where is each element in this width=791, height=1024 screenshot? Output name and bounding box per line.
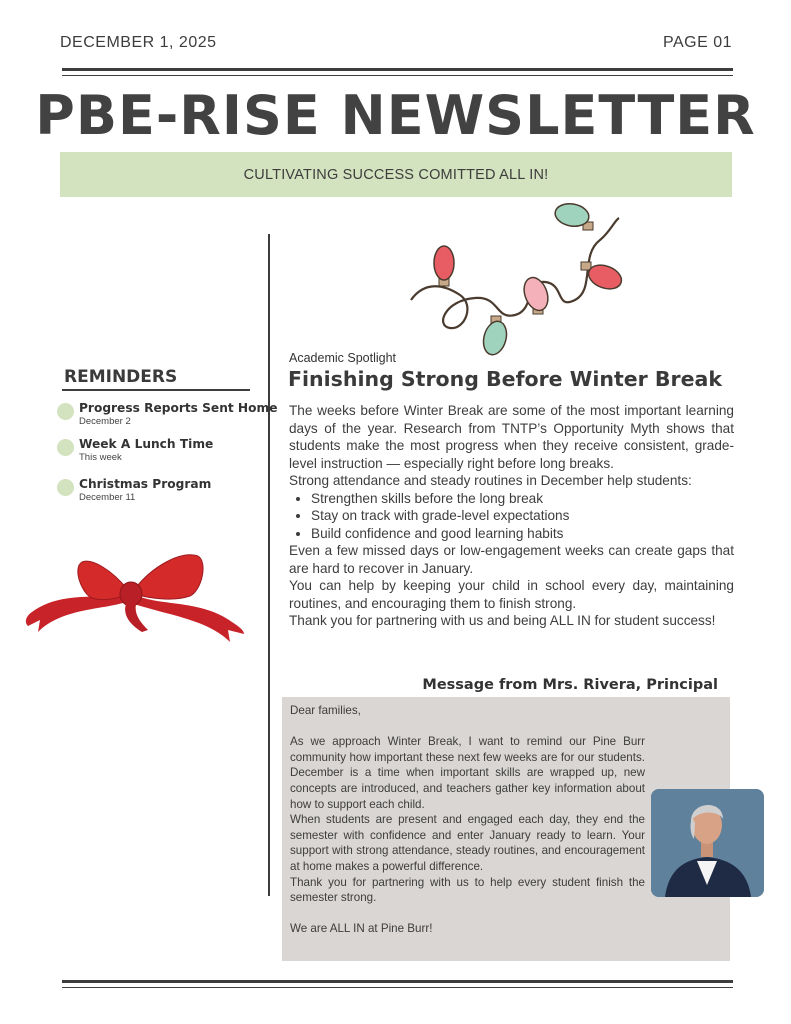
article-bullets <box>289 490 734 543</box>
message-paragraph: Thank you for partnering with us to help every student finish the semester strong. <box>290 875 645 905</box>
reminders-underline <box>62 389 250 391</box>
reminder-date: December 11 <box>79 492 136 503</box>
red-bow-icon <box>22 550 248 646</box>
article-headline: Finishing Strong Before Winter Break <box>288 367 723 391</box>
reminder-item <box>57 401 278 435</box>
tagline-text: CULTIVATING SUCCESS COMITTED ALL IN! <box>243 166 549 183</box>
message-body <box>290 703 645 937</box>
bulb-green-top <box>553 201 593 230</box>
top-rule-thin <box>62 75 733 76</box>
reminder-label: Christmas Program <box>79 477 212 491</box>
bulb-red-left <box>434 246 454 286</box>
bottom-rule <box>62 980 733 983</box>
principal-photo <box>651 789 764 897</box>
article-paragraph: You can help by keeping your child in school every day, maintaining routines, and encouraging them to finish strong. <box>289 578 734 611</box>
message-greeting: Dear families, <box>290 704 361 717</box>
article-intro: The weeks before Winter Break are some of the most important learning days of the year. Research from TNTP’s Opportunity Myth shows that students make the most progress when they receive consistent, grade-level instruction — especially right before long breaks. <box>289 403 734 471</box>
top-rule <box>62 68 733 71</box>
reminder-label: Week A Lunch Time <box>79 437 214 451</box>
reminder-date: This week <box>79 452 122 463</box>
list-item: • Strengthen skills before the long break <box>311 490 734 508</box>
tagline-banner <box>60 152 732 197</box>
message-paragraph: As we approach Winter Break, I want to remind our Pine Burr community how important these next few weeks are for our students. December is a time when important skills are wrapped up, new concepts are introduced, and teachers gather key information about how to support each child. <box>290 735 645 811</box>
article-body <box>289 402 734 630</box>
reminders-heading: REMINDERS <box>64 367 178 387</box>
reminder-date: December 2 <box>79 416 131 427</box>
christmas-lights-icon <box>405 200 635 360</box>
column-divider <box>268 234 270 896</box>
newsletter-title: PBE-RISE NEWSLETTER <box>35 84 756 147</box>
article-lead: Strong attendance and steady routines in December help students: <box>289 473 692 488</box>
reminder-label: Progress Reports Sent Home <box>79 401 278 415</box>
reminder-item <box>57 437 262 471</box>
bottom-rule-thin <box>62 987 733 988</box>
message-closing: We are ALL IN at Pine Burr! <box>290 922 433 936</box>
list-item: • Build confidence and good learning habits <box>311 525 734 543</box>
list-item: • Stay on track with grade-level expectations <box>311 507 734 525</box>
section-kicker: Academic Spotlight <box>289 351 397 365</box>
message-heading: Message from Mrs. Rivera, Principal <box>422 677 718 693</box>
article-paragraph: Thank you for partnering with us and being ALL IN for student success! <box>289 613 716 628</box>
issue-date: DECEMBER 1, 2025 <box>60 34 217 51</box>
bullet-dot <box>57 479 74 496</box>
reminder-item <box>57 477 262 511</box>
article-paragraph: Even a few missed days or low-engagement weeks can create gaps that are hard to recover in January. <box>289 543 734 576</box>
bullet-dot <box>57 439 74 456</box>
page-number: PAGE 01 <box>662 34 732 51</box>
bullet-dot <box>57 403 74 420</box>
message-paragraph: When students are present and engaged each day, they end the semester with confidence and enter January ready to learn. Your support with strong attendance, steady routines, and encouragement at home makes a powerful difference. <box>290 813 645 873</box>
bulb-green-bottom <box>480 316 510 357</box>
